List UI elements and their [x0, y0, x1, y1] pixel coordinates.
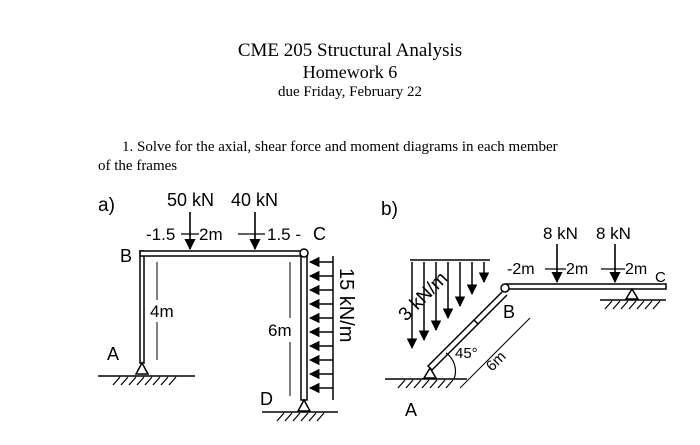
udl-b-label: 3 kN/m — [394, 268, 453, 326]
frame-b — [381, 199, 666, 420]
hinge-c — [300, 249, 308, 257]
load-40kn-label: 40 kN — [231, 190, 279, 210]
node-a-c: C — [313, 224, 326, 244]
dim-a-1: -1.5 — [146, 225, 176, 244]
length-6m: 6m — [482, 348, 510, 375]
support-a — [136, 363, 148, 374]
dim-b-1: -2m — [507, 261, 535, 278]
node-b-b: B — [503, 302, 516, 322]
column-ab — [140, 251, 144, 363]
load-50kn-label: 50 kN — [167, 190, 215, 210]
node-a-d: D — [260, 389, 273, 409]
node-a-b: B — [120, 246, 133, 266]
problem-line-1: 1. Solve for the axial, shear force and moment diagrams in each member — [122, 139, 558, 155]
load-8kn-2-label: 8 kN — [596, 224, 631, 243]
udl-a-label: 15 kN/m — [335, 268, 357, 343]
support-d — [298, 400, 310, 411]
ground-hatch-a-b — [398, 380, 453, 388]
load-8kn-1-label: 8 kN — [543, 224, 578, 243]
due-date: due Friday, February 22 — [278, 84, 422, 100]
height-4m: 4m — [150, 302, 174, 321]
beam-bc — [140, 251, 307, 256]
dim-a-3: 1.5 - — [267, 225, 302, 244]
course-title: CME 205 Structural Analysis — [237, 40, 463, 61]
figure-b-label: b) — [381, 199, 398, 220]
udl-arrows-a — [310, 262, 333, 388]
homework-title: Homework 6 — [302, 62, 398, 82]
support-c — [626, 289, 638, 299]
ground-hatch-a — [113, 377, 176, 385]
ground-hatch-d — [277, 413, 324, 421]
node-a-a: A — [107, 344, 120, 364]
dim-a-2: 2m — [199, 225, 223, 244]
beam-bc-b — [506, 284, 666, 289]
height-6m: 6m — [268, 321, 292, 340]
angle-label: 45° — [455, 345, 478, 362]
figure-a-label: a) — [98, 195, 115, 216]
dim-b-2: 2m — [566, 261, 589, 278]
support-a-b — [424, 368, 436, 378]
problem-line-2: of the frames — [98, 158, 178, 174]
dim-b-3: 2m — [625, 261, 648, 278]
hinge-b — [501, 284, 509, 292]
frame-a — [98, 190, 357, 421]
node-b-c: C — [655, 269, 666, 286]
column-cd — [301, 251, 307, 400]
node-b-a: A — [405, 400, 418, 420]
ground-hatch-c — [605, 301, 660, 309]
